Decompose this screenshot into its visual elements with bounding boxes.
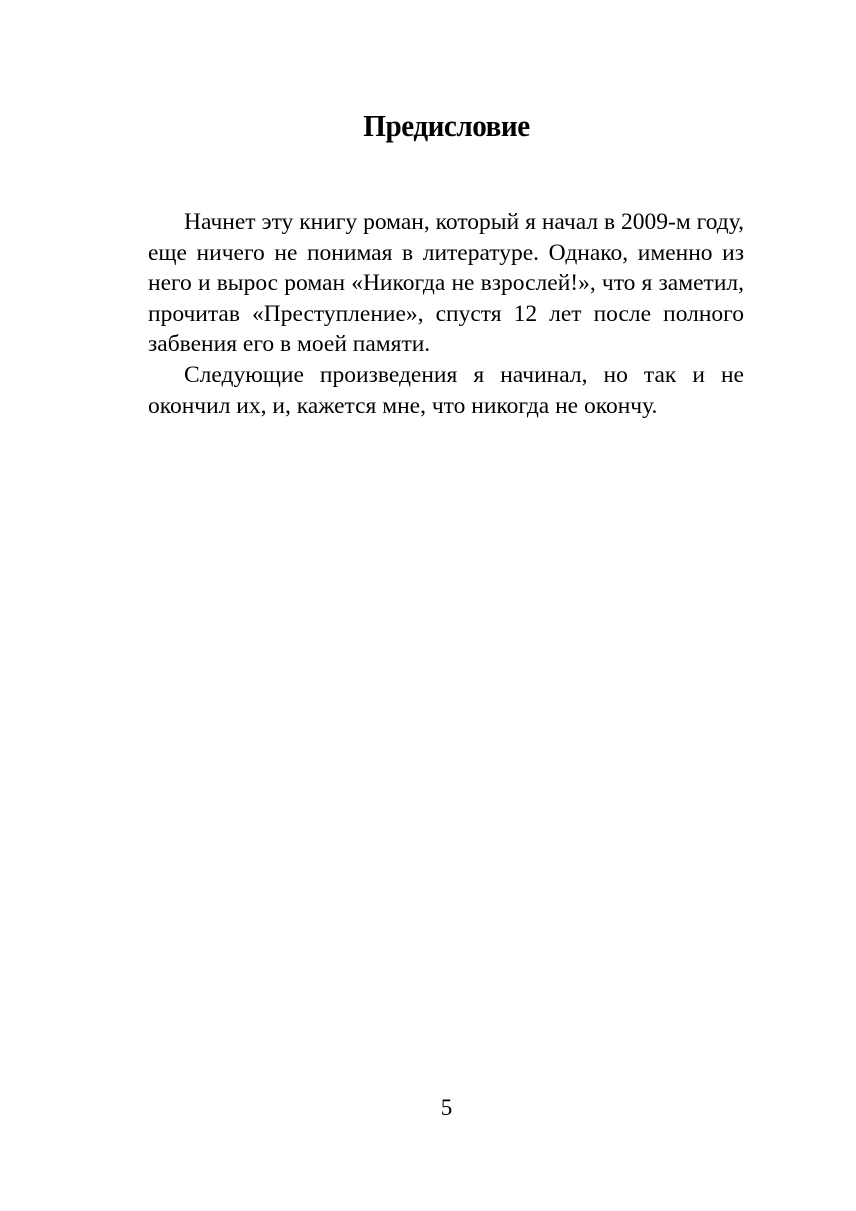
- body-text: [148, 207, 744, 421]
- page-title: Предисловие: [363, 108, 530, 143]
- paragraph-2: Следующие произведения я начинал, но так и не окончил их, и, кажется мне, что никогда не окончу.: [148, 361, 744, 419]
- page-number: 5: [440, 1095, 453, 1120]
- paragraph-1: Начнет эту книгу роман, который я начал в 2009-м году, еще ничего не понимая в литературе. Однако, именно из него и вырос роман «Никогда не взрослей!», что я заметил, прочитав «Преступление», спустя 12 лет после полного забвения его в моей памяти.: [148, 209, 744, 358]
